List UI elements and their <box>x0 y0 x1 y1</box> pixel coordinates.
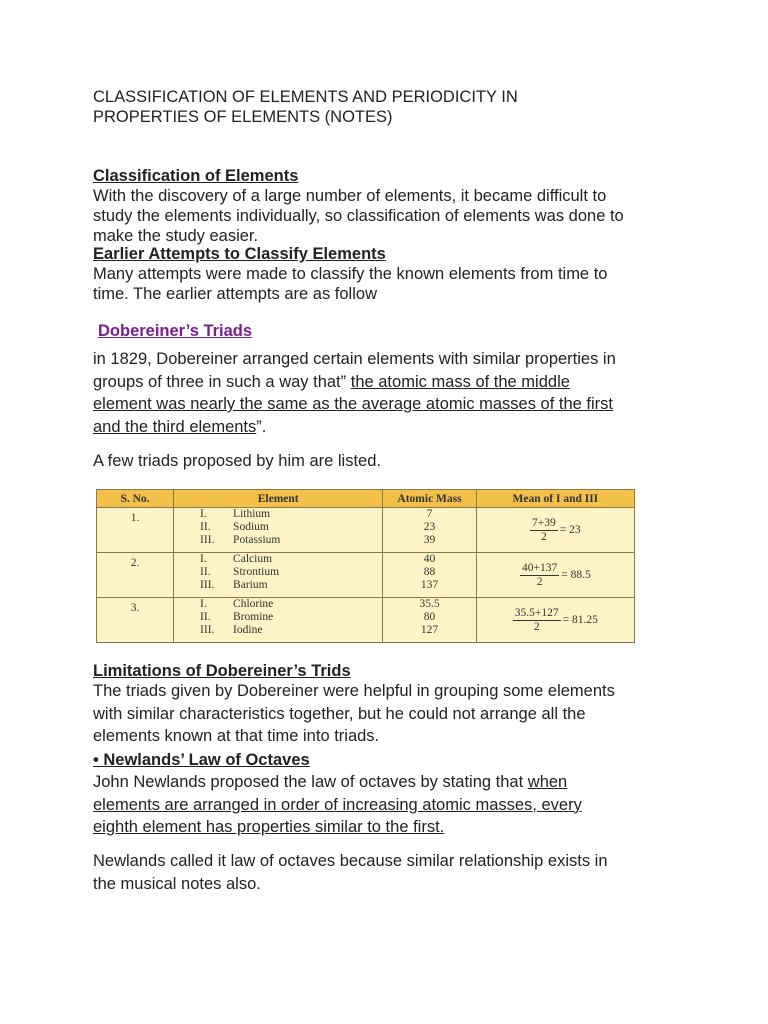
header-atomic-mass: Atomic Mass <box>383 490 476 508</box>
paragraph-earlier-attempts: Many attempts were made to classify the known elements from time to time. The earlier attempts are as follow <box>93 265 608 303</box>
header-sno: S. No. <box>97 490 174 508</box>
document-title: CLASSIFICATION OF ELEMENTS AND PERIODICITY IN PROPERTIES OF ELEMENTS (NOTES) <box>93 88 518 126</box>
triad-mean: $\frac{35.5+127}{2}$ = 81.25 <box>476 598 634 643</box>
paragraph-newlands: John Newlands proposed the law of octaves by stating that when elements are arranged in order of increasing atomic masses, every eighth element has properties similar to the first. <box>93 773 582 836</box>
header-mean: Mean of I and III <box>476 490 634 508</box>
triad-elements: I. Chlorine II. Bromine III. Iodine <box>174 598 383 643</box>
heading-dobereiner-triads: Dobereiner’s Triads <box>98 322 253 340</box>
heading-newlands: • Newlands’ Law of Octaves <box>93 751 310 769</box>
triad-number: 1. <box>97 508 174 553</box>
triads-intro: A few triads proposed by him are listed. <box>93 452 381 470</box>
table-header-row <box>97 490 635 508</box>
triad-masses: 40 88 137 <box>383 553 476 598</box>
triad-mean: $\frac{7+39}{2}$ = 23 <box>476 508 634 553</box>
heading-classification: Classification of Elements <box>93 167 299 185</box>
heading-earlier-attempts: Earlier Attempts to Classify Elements <box>93 245 386 263</box>
paragraph-classification: With the discovery of a large number of elements, it became difficult to study the elements individually, so classification of elements was done to make the study easier. <box>93 187 624 245</box>
triad-elements: I. Lithium II. Sodium III. Potassium <box>174 508 383 553</box>
triad-masses: 35.5 80 127 <box>383 598 476 643</box>
table-row <box>97 598 635 643</box>
triad-masses: 7 23 39 <box>383 508 476 553</box>
paragraph-limitations: The triads given by Dobereiner were helpful in grouping some elements with similar characteristics together, but he could not arrange all the elements known at that time into triads. <box>93 682 615 745</box>
triad-number: 3. <box>97 598 174 643</box>
header-element: Element <box>174 490 383 508</box>
paragraph-dobereiner: in 1829, Dobereiner arranged certain elements with similar properties in groups of three in such a way that” the atomic mass of the middle element was nearly the same as the average atomic masses of the first and the third elements”. <box>93 350 616 436</box>
heading-limitations: Limitations of Dobereiner’s Trids <box>93 662 351 680</box>
table-row <box>97 553 635 598</box>
table-row <box>97 508 635 553</box>
triad-elements: I. Calcium II. Strontium III. Barium <box>174 553 383 598</box>
triad-mean: $\frac{40+137}{2}$ = 88.5 <box>476 553 634 598</box>
triads-table <box>96 489 635 643</box>
paragraph-octaves: Newlands called it law of octaves because similar relationship exists in the musical notes also. <box>93 852 608 893</box>
triad-number: 2. <box>97 553 174 598</box>
